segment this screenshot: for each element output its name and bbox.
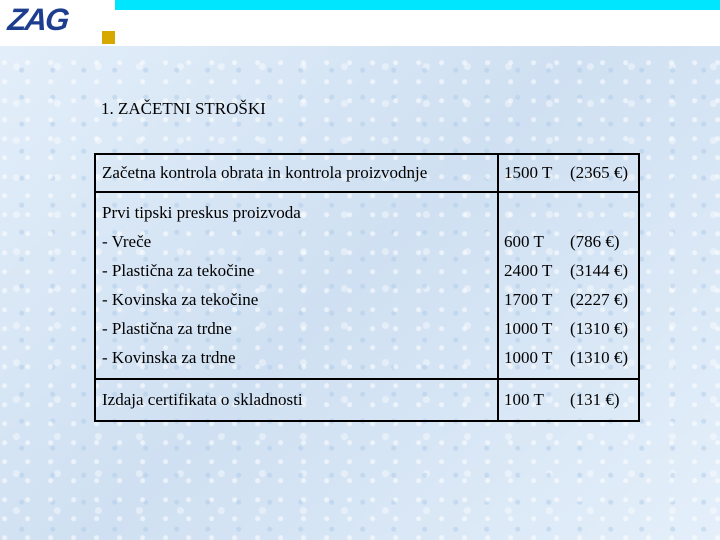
list-item-label: - Plastična za trdne [102, 319, 232, 338]
list-item-value [504, 256, 638, 285]
amount-value: 1000 T [504, 319, 553, 338]
zag-logo: ZAG [6, 2, 70, 37]
eur-value: (131 €) [570, 390, 620, 409]
row-label: Začetna kontrola obrata in kontrola proizvodnje [102, 163, 428, 182]
list-item-label: - Plastična za tekočine [102, 261, 255, 280]
eur-value: (3144 €) [570, 261, 629, 280]
row-label: Izdaja certifikata o skladnosti [102, 390, 303, 409]
list-item-label: - Kovinska za tekočine [102, 290, 259, 309]
row-value-cell [498, 154, 639, 192]
row-label-cell [95, 154, 498, 192]
eur-value: (2365 €) [570, 163, 629, 182]
header-accent-strip [115, 0, 720, 10]
amount-value: 1000 T [504, 348, 553, 367]
list-item-value [504, 343, 638, 372]
slide-heading: 1. ZAČETNI STROŠKI [101, 99, 266, 118]
eur-value: (786 €) [570, 232, 620, 251]
amount-value: 2400 T [504, 261, 553, 280]
row-value-cell [498, 192, 639, 379]
amount-value: 1700 T [504, 290, 553, 309]
table-row [95, 379, 639, 421]
amount-value: 1500 T [504, 163, 553, 182]
table-row [95, 192, 639, 379]
list-item-value [504, 227, 638, 256]
amount-value: 100 T [504, 390, 544, 409]
row-value-cell [498, 379, 639, 421]
row-label-cell [95, 192, 498, 379]
list-item-label: - Kovinska za trdne [102, 348, 236, 367]
row-label: Prvi tipski preskus proizvoda [102, 203, 301, 222]
costs-table [94, 153, 640, 422]
amount-value: 600 T [504, 232, 544, 251]
eur-value: (2227 €) [570, 290, 629, 309]
table-row [95, 154, 639, 192]
list-item-value [504, 314, 638, 343]
eur-value: (1310 €) [570, 319, 629, 338]
list-item-value [504, 285, 638, 314]
list-item-label: - Vreče [102, 232, 152, 251]
eur-value: (1310 €) [570, 348, 629, 367]
logo-accent-square [102, 31, 115, 44]
row-label-cell [95, 379, 498, 421]
